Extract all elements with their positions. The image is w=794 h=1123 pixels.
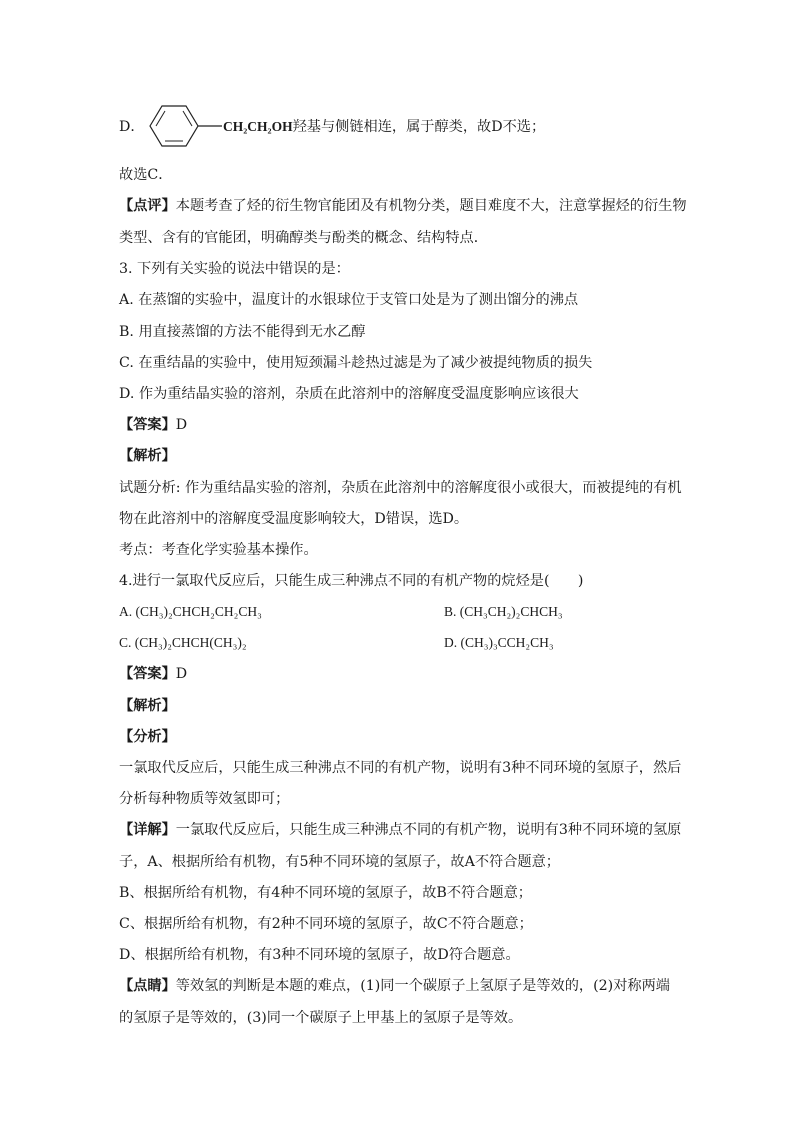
q3-analysis-tag: 【解析】 [119, 448, 176, 464]
q4-fenxi-2: 分析每种物质等效氢即可； [119, 791, 290, 807]
q4-detail-5: D、根据所给有机物，有3种不同环境的氢原子，故D符合题意。 [119, 947, 520, 963]
q3-option-d: D. 作为重结晶实验的溶剂，杂质在此溶剂中的溶解度受温度影响应该很大 [119, 386, 579, 402]
q2-option-d-group: CH₂CH₂OH [223, 119, 293, 134]
q4-option-b: B. (CH₃CH₂)₂CHCH₃ [444, 604, 563, 619]
q3-analysis-2: 物在此溶剂中的溶解度受温度影响较大，D错误，选D。 [119, 511, 469, 527]
q2-comment-2: 类型、含有的官能团，明确醇类与酚类的概念、结构特点． [119, 230, 488, 246]
answer-tag: 【答案】 [119, 417, 176, 433]
comment-tag: 【点评】 [119, 198, 176, 214]
answer-value: D [175, 666, 188, 682]
q4-analysis-tag: 【解析】 [119, 698, 176, 714]
benzene-ring-structure [142, 101, 232, 151]
q3-point: 考点：考查化学实验基本操作。 [119, 542, 318, 558]
q4-answer [119, 664, 187, 684]
q4-fenxi-tag: 【分析】 [119, 729, 176, 745]
q4-detail-4: C、根据所给有机物，有2种不同环境的氢原子，故C不符合题意； [119, 916, 533, 932]
q4-detail-3: B、根据所给有机物，有4种不同环境的氢原子，故B不符合题意； [119, 885, 532, 901]
q3-option-a: A. 在蒸馏的实验中，温度计的水银球位于支管口处是为了测出馏分的沸点 [119, 292, 579, 308]
q2-conclusion: 故选C． [119, 167, 173, 183]
q3-stem: 3. 下列有关实验的说法中错误的是： [119, 261, 350, 277]
q4-detail-2: 子，A、根据所给有机物，有5种不同环境的氢原子，故A不符合题意； [119, 854, 560, 870]
review-tag: 【点睛】 [119, 978, 176, 994]
comment-text-1: 本题考查了烃的衍生物官能团及有机物分类，题目难度不大，注意掌握烃的衍生物 [175, 198, 687, 214]
answer-tag: 【答案】 [119, 666, 176, 682]
detail-tag: 【详解】 [119, 822, 176, 838]
q4-review-1 [119, 976, 670, 996]
q4-review-2: 的氢原子是等效的，(3)同一个碳原子上甲基上的氢原子是等效。 [119, 1010, 523, 1026]
detail-text-1: 一氯取代反应后，只能生成三种沸点不同的有机产物，说明有3种不同环境的氢原 [175, 822, 682, 838]
q4-detail-1 [119, 820, 681, 840]
q3-analysis-1: 试题分析: 作为重结晶实验的溶剂，杂质在此溶剂中的溶解度很小或很大，而被提纯的有机 [119, 480, 682, 496]
q2-option-d-text: 羟基与侧链相连，属于醇类，故D不选； [292, 119, 546, 135]
q4-option-c: C. (CH₃)₂CHCH(CH₃)₂ [119, 635, 247, 650]
q2-option-d [119, 117, 145, 137]
q4-stem: 4.进行一氯取代反应后，只能生成三种沸点不同的有机产物的烷烃是( ) [119, 573, 584, 589]
q4-fenxi-1: 一氯取代反应后，只能生成三种沸点不同的有机产物，说明有3种不同环境的氢原子，然后 [119, 760, 682, 776]
q3-option-c: C. 在重结晶的实验中，使用短颈漏斗趁热过滤是为了减少被提纯物质的损失 [119, 355, 593, 371]
q4-option-a: A. (CH₃)₂CHCH₂CH₂CH₃ [119, 604, 262, 619]
q3-option-b: B. 用直接蒸馏的方法不能得到无水乙醇 [119, 324, 366, 340]
q4-option-d: D. (CH₃)₃CCH₂CH₃ [444, 635, 554, 650]
answer-value: D [175, 417, 188, 433]
q2-option-d-rest [223, 117, 545, 137]
review-text-1: 等效氢的判断是本题的难点，(1)同一个碳原子上氢原子是等效的，(2)对称两端 [175, 978, 670, 994]
q2-option-d-prefix: D． [119, 119, 145, 135]
q2-comment-1 [119, 196, 687, 216]
q3-answer [119, 415, 187, 435]
